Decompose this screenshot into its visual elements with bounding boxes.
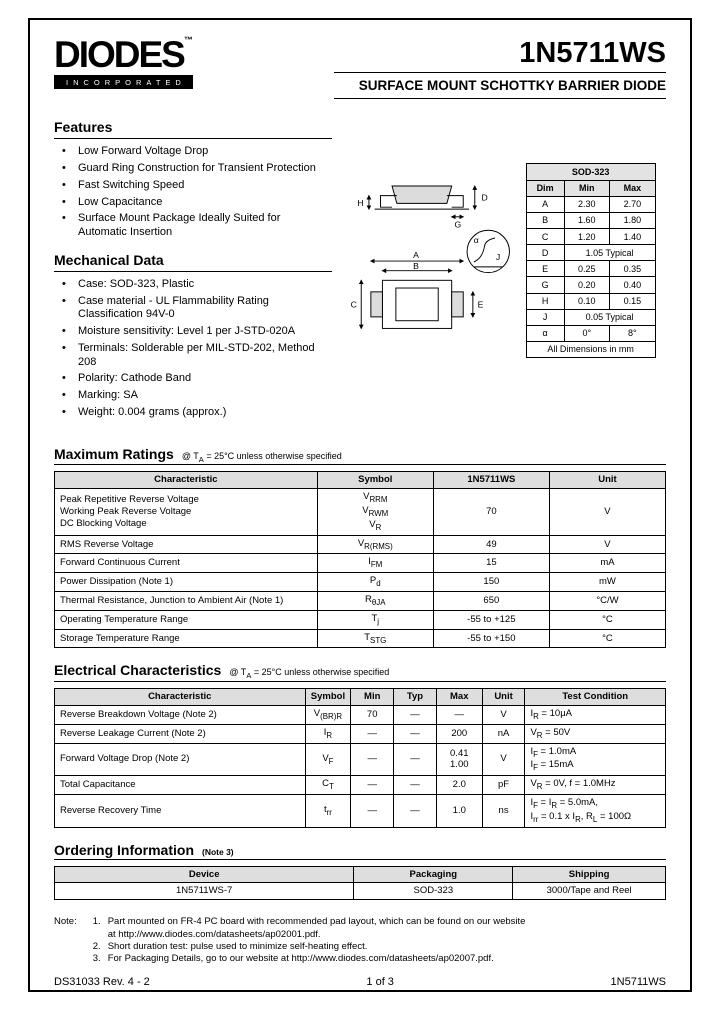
dim-label-a: A <box>412 250 419 261</box>
right-column <box>342 163 666 431</box>
page-title: 1N5711WS <box>519 37 666 69</box>
table-cell: $I_F = I_R = 5.0mA$, $I_{rr} = 0.1$ x $I_R$, $R_L = 100\Omega$ <box>525 794 666 827</box>
list-item: • Marking: SA <box>54 389 332 403</box>
page-footer <box>54 966 666 988</box>
table-cell: — <box>351 743 394 776</box>
column-header: Characteristic <box>55 472 318 489</box>
table-cell: Total Capacitance <box>55 776 306 795</box>
table-cell: 1.60 <box>564 212 610 228</box>
table-row <box>526 261 655 277</box>
table-cell: 0.05 Typical <box>564 309 655 325</box>
table-cell: — <box>394 724 437 743</box>
notes-label: Note: <box>54 916 77 928</box>
table-cell: α <box>526 325 564 341</box>
table-cell: C <box>526 229 564 245</box>
table-cell: Forward Continuous Current <box>55 554 318 573</box>
package-diagram <box>342 163 520 363</box>
electrical-condition: @ $T_A = 25^\circ C$ unless otherwise specified <box>229 667 390 681</box>
electrical-section <box>54 662 666 827</box>
table-cell: mW <box>549 573 665 592</box>
table-cell: 2.30 <box>564 196 610 212</box>
table-cell: RMS Reverse Voltage <box>55 535 318 554</box>
dim-table-title-row <box>526 164 655 180</box>
table-cell: pF <box>482 776 525 795</box>
list-item: • Guard Ring Construction for Transient Protection <box>54 162 332 176</box>
features-heading: Features <box>54 119 113 136</box>
column-header: Symbol <box>305 689 351 706</box>
dim-label-c: C <box>350 299 357 310</box>
table-cell: 8° <box>610 325 656 341</box>
dim-label-d: D <box>481 192 488 203</box>
column-header: 1N5711WS <box>433 472 549 489</box>
table-cell: Forward Voltage Drop (Note 2) <box>55 743 306 776</box>
table-row <box>526 229 655 245</box>
table-row <box>55 592 666 611</box>
max-ratings-header-row <box>55 472 666 489</box>
table-cell: -55 to +125 <box>433 610 549 629</box>
dim-table-title: SOD-323 <box>526 164 655 180</box>
max-ratings-heading: Maximum Ratings <box>54 445 174 462</box>
mechanical-data-list <box>54 278 332 420</box>
table-row <box>55 554 666 573</box>
table-cell: $V_{R(RMS)}$ <box>317 535 433 554</box>
table-cell: 0.40 <box>610 277 656 293</box>
column-header: Symbol <box>317 472 433 489</box>
table-cell: B <box>526 212 564 228</box>
table-row <box>55 573 666 592</box>
table-cell: 0.35 <box>610 261 656 277</box>
table-cell: — <box>351 794 394 827</box>
electrical-table <box>54 688 666 827</box>
header <box>54 36 666 103</box>
table-cell: $t_{rr}$ <box>305 794 351 827</box>
table-cell: ns <box>482 794 525 827</box>
diodes-logo <box>54 36 193 89</box>
table-cell: nA <box>482 724 525 743</box>
table-cell: 150 <box>433 573 549 592</box>
table-cell: SOD-323 <box>354 883 513 900</box>
table-cell: °C <box>549 629 665 648</box>
column-header: Test Condition <box>525 689 666 706</box>
column-header: Shipping <box>513 866 666 883</box>
table-cell: $P_d$ <box>317 573 433 592</box>
table-row <box>526 277 655 293</box>
electrical-header-row <box>55 689 666 706</box>
table-row <box>55 489 666 535</box>
ordering-table <box>54 866 666 901</box>
table-cell: 49 <box>433 535 549 554</box>
table-cell: V <box>482 706 525 725</box>
table-cell: Peak Repetitive Reverse Voltage Working Peak Reverse Voltage DC Blocking Voltage <box>55 489 318 535</box>
table-cell: V <box>482 743 525 776</box>
table-row <box>526 212 655 228</box>
sod323-dimensions-table <box>526 163 656 358</box>
table-cell: 70 <box>433 489 549 535</box>
list-item: • Moisture sensitivity: Level 1 per J-STD-020A <box>54 325 332 339</box>
list-item: • Low Forward Voltage Drop <box>54 145 332 159</box>
table-cell: 1.20 <box>564 229 610 245</box>
note-item <box>93 916 666 941</box>
note-text: Part mounted on FR-4 PC board with recommended pad layout, which can be found on our website at http://www.diodes.com/datasheets/ap02001.pdf. <box>107 916 526 940</box>
table-cell: — <box>394 794 437 827</box>
electrical-heading: Electrical Characteristics <box>54 662 222 679</box>
table-row <box>526 309 655 325</box>
divider <box>334 72 666 73</box>
note-number: 3. <box>92 953 101 965</box>
table-cell: 70 <box>351 706 394 725</box>
table-cell: E <box>526 261 564 277</box>
dim-label-g: G <box>454 219 461 230</box>
table-cell: — <box>351 776 394 795</box>
max-ratings-heading-row <box>54 446 666 464</box>
features-list <box>54 145 332 240</box>
table-row <box>526 196 655 212</box>
left-column <box>54 119 342 431</box>
note-item <box>93 953 666 965</box>
table-cell: 0.15 <box>610 293 656 309</box>
list-item: • Terminals: Solderable per MIL-STD-202, Method 208 <box>54 342 332 370</box>
note-item <box>93 941 666 953</box>
column-header: Unit <box>549 472 665 489</box>
divider <box>54 859 666 860</box>
table-cell: mA <box>549 554 665 573</box>
table-cell: $V_F$ <box>305 743 351 776</box>
table-cell: D <box>526 245 564 261</box>
logo-wordmark <box>54 36 193 73</box>
table-cell: Thermal Resistance, Junction to Ambient Air (Note 1) <box>55 592 318 611</box>
subtitle: SURFACE MOUNT SCHOTTKY BARRIER DIODE <box>358 78 666 94</box>
table-row <box>55 883 666 900</box>
list-item: • Fast Switching Speed <box>54 179 332 193</box>
top-section <box>54 119 666 431</box>
ordering-heading: Ordering Information <box>54 841 194 858</box>
ordering-section <box>54 842 666 901</box>
title-block <box>334 36 666 103</box>
max-ratings-table <box>54 471 666 648</box>
table-cell: 1.40 <box>610 229 656 245</box>
table-row <box>526 341 655 357</box>
column-header: Dim <box>526 180 564 196</box>
dim-label-alpha: α <box>473 235 479 246</box>
table-cell: V <box>549 535 665 554</box>
dim-label-e: E <box>477 299 484 310</box>
note-text: For Packaging Details, go to our website at http://www.diodes.com/datasheets/ap02007.pdf. <box>107 953 494 965</box>
column-header: Typ <box>394 689 437 706</box>
divider <box>54 464 666 465</box>
table-cell: A <box>526 196 564 212</box>
table-cell: 0.10 <box>564 293 610 309</box>
column-header: Min <box>564 180 610 196</box>
list-item: • Polarity: Cathode Band <box>54 372 332 386</box>
notes-list <box>93 916 666 965</box>
list-item: • Low Capacitance <box>54 196 332 210</box>
logo-incorporated-bar: INCORPORATED <box>54 75 193 89</box>
table-cell: $V_R = 0V$, f = 1.0MHz <box>525 776 666 795</box>
table-cell: Reverse Recovery Time <box>55 794 306 827</box>
list-item: • Case: SOD-323, Plastic <box>54 278 332 292</box>
dim-table-header-row <box>526 180 655 196</box>
package-top-view <box>361 262 473 329</box>
table-cell: All Dimensions in mm <box>526 341 655 357</box>
divider <box>54 271 332 272</box>
table-cell: $T_j$ <box>317 610 433 629</box>
page-border <box>28 18 692 992</box>
table-cell: Operating Temperature Range <box>55 610 318 629</box>
note-number: 2. <box>92 940 101 952</box>
column-header: Packaging <box>354 866 513 883</box>
table-cell: 650 <box>433 592 549 611</box>
table-row <box>55 629 666 648</box>
column-header: Max <box>436 689 482 706</box>
table-cell: J <box>526 309 564 325</box>
list-item: • Case material - UL Flammability Rating Classification 94V-0 <box>54 295 332 323</box>
table-row <box>55 706 666 725</box>
ordering-note-ref: (Note 3) <box>202 846 234 857</box>
note-text: Short duration test: pulse used to minimize self-heating effect. <box>107 940 368 952</box>
table-cell: Reverse Breakdown Voltage (Note 2) <box>55 706 306 725</box>
table-cell: $V_{(BR)R}$ <box>305 706 351 725</box>
table-row <box>55 794 666 827</box>
table-row <box>55 724 666 743</box>
list-item: • Weight: 0.004 grams (approx.) <box>54 406 332 420</box>
table-cell: — <box>351 724 394 743</box>
table-cell: — <box>394 776 437 795</box>
logo-text: DIODES <box>54 34 184 75</box>
table-cell: Storage Temperature Range <box>55 629 318 648</box>
dim-label-j: J <box>495 252 500 263</box>
table-cell: 2.0 <box>436 776 482 795</box>
table-cell: $I_R = 10\mu A$ <box>525 706 666 725</box>
table-cell: 2.70 <box>610 196 656 212</box>
table-cell: -55 to +150 <box>433 629 549 648</box>
table-cell: $I_R$ <box>305 724 351 743</box>
table-cell: °C <box>549 610 665 629</box>
trademark-symbol: ™ <box>183 35 193 45</box>
table-cell: 0.20 <box>564 277 610 293</box>
page-number: 1 of 3 <box>366 975 394 988</box>
table-cell: 3000/Tape and Reel <box>513 883 666 900</box>
table-cell: H <box>526 293 564 309</box>
table-cell: Reverse Leakage Current (Note 2) <box>55 724 306 743</box>
table-cell: $T_{STG}$ <box>317 629 433 648</box>
column-header: Min <box>351 689 394 706</box>
list-item: • Surface Mount Package Ideally Suited for Automatic Insertion <box>54 212 332 240</box>
table-row <box>526 245 655 261</box>
column-header: Characteristic <box>55 689 306 706</box>
table-cell: $C_T$ <box>305 776 351 795</box>
table-cell: Power Dissipation (Note 1) <box>55 573 318 592</box>
table-cell: V <box>549 489 665 535</box>
ordering-header-row <box>55 866 666 883</box>
table-cell: 1.80 <box>610 212 656 228</box>
notes-block <box>54 916 666 965</box>
table-cell: 0.25 <box>564 261 610 277</box>
electrical-heading-row <box>54 662 666 680</box>
document-number: DS31033 Rev. 4 - 2 <box>54 975 150 988</box>
column-header: Device <box>55 866 354 883</box>
table-cell: 15 <box>433 554 549 573</box>
max-ratings-section <box>54 446 666 649</box>
table-cell: $V_{RRM}$ $V_{RWM}$ $V_R$ <box>317 489 433 535</box>
mechanical-data-heading: Mechanical Data <box>54 251 164 268</box>
column-header: Unit <box>482 689 525 706</box>
dim-label-h: H <box>357 198 364 209</box>
table-row <box>55 743 666 776</box>
table-cell: 1.05 Typical <box>564 245 655 261</box>
table-row <box>526 293 655 309</box>
table-cell: 200 <box>436 724 482 743</box>
footer-part-number: 1N5711WS <box>610 975 666 988</box>
table-row <box>526 325 655 341</box>
table-cell: $R_{\theta JA}$ <box>317 592 433 611</box>
column-header: Max <box>610 180 656 196</box>
table-row <box>55 610 666 629</box>
table-cell: 0° <box>564 325 610 341</box>
ordering-heading-row <box>54 842 666 858</box>
table-cell: G <box>526 277 564 293</box>
dim-label-b: B <box>412 261 419 272</box>
table-cell: 0.41 1.00 <box>436 743 482 776</box>
table-cell: $V_R = 50V$ <box>525 724 666 743</box>
table-row <box>55 776 666 795</box>
note-number: 1. <box>92 916 101 928</box>
table-cell: °C/W <box>549 592 665 611</box>
table-cell: — <box>394 743 437 776</box>
table-cell: — <box>436 706 482 725</box>
table-row <box>55 535 666 554</box>
divider <box>54 138 332 139</box>
max-ratings-condition: @ $T_A = 25^\circ C$ unless otherwise specified <box>181 450 342 464</box>
package-side-view <box>369 186 475 217</box>
table-cell: 1.0 <box>436 794 482 827</box>
table-cell: $I_{FM}$ <box>317 554 433 573</box>
table-cell: $I_F = 1.0mA$ $I_F = 15mA$ <box>525 743 666 776</box>
divider <box>334 98 666 99</box>
table-cell: — <box>394 706 437 725</box>
divider <box>54 681 666 682</box>
table-cell: 1N5711WS-7 <box>55 883 354 900</box>
